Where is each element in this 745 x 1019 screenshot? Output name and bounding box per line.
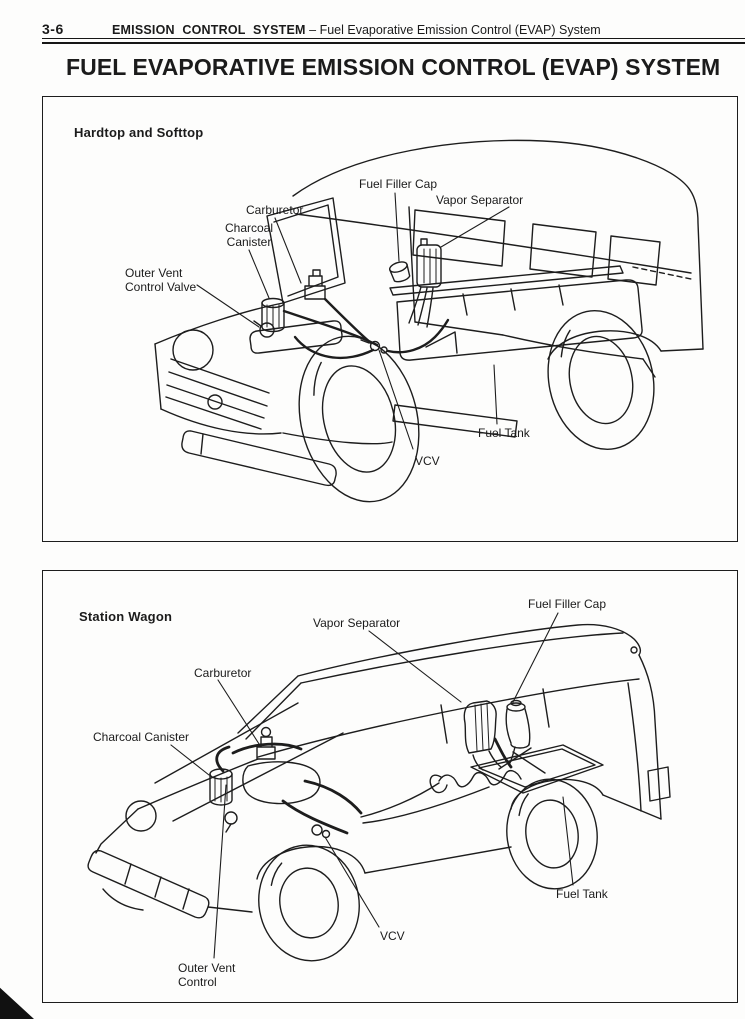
leader-charcoal-canister [249, 250, 269, 298]
page-number: 3-6 [42, 21, 64, 37]
engine-components [250, 239, 448, 358]
front-wheel [282, 323, 435, 514]
wheels [250, 773, 605, 969]
label-fuel-filler-cap: Fuel Filler Cap [528, 597, 607, 611]
scan-artifact [0, 985, 34, 1019]
leader-vcv [325, 837, 379, 927]
leader-carburetor [218, 680, 261, 747]
label-vcv: VCV [380, 929, 405, 943]
label-fuel-filler-cap: Fuel Filler Cap [359, 177, 438, 191]
label-charcoal-canister: Charcoal Canister [93, 730, 190, 744]
leader-fuel-filler-cap [513, 613, 558, 702]
fuel-filler-cap-shape [388, 260, 411, 284]
fuel-tank-shape [430, 745, 603, 793]
wheels [282, 301, 666, 515]
leader-outer-vent-control [214, 785, 226, 958]
engine-components [210, 701, 530, 838]
rear-wheel [536, 301, 667, 460]
leader-fuel-tank [563, 797, 573, 885]
label-outer-vent-control: Outer Vent Control [178, 961, 236, 990]
running-head-dash: – [309, 23, 317, 37]
leader-vapor-separator [441, 207, 509, 247]
page-title: FUEL EVAPORATIVE EMISSION CONTROL (EVAP) SYSTEM [66, 54, 721, 80]
hardtop-softtop-illustration [43, 97, 737, 540]
figure-caption: Station Wagon [79, 609, 173, 624]
front-wheel [250, 837, 369, 969]
label-carburetor: Carburetor [246, 203, 304, 217]
label-outer-vent-control-valve: Outer Vent Control Valve [125, 266, 197, 295]
fuel-tank-shape [390, 266, 642, 360]
hoses [217, 739, 511, 833]
label-fuel-tank: Fuel Tank [556, 887, 608, 901]
label-carburetor: Carburetor [194, 666, 252, 680]
figure-hardtop-softtop [42, 96, 738, 542]
label-charcoal-canister: Charcoal Canister [224, 221, 274, 250]
running-head [112, 23, 601, 37]
label-vcv: VCV [415, 454, 440, 468]
outer-vent-control-shape [225, 812, 237, 832]
hoses [284, 299, 448, 358]
vcv-shape [312, 825, 330, 838]
vapor-separator-shape [464, 701, 501, 770]
label-vapor-separator: Vapor Separator [313, 616, 401, 630]
running-head-subsection: Fuel Evaporative Emission Control (EVAP) System [319, 23, 601, 37]
header-rule [42, 38, 745, 44]
label-vapor-separator: Vapor Separator [436, 193, 524, 207]
leader-fuel-tank [494, 365, 497, 424]
label-fuel-tank: Fuel Tank [478, 426, 530, 440]
figure-caption: Hardtop and Softtop [74, 125, 204, 140]
vehicle-body [88, 625, 670, 918]
figure-station-wagon [42, 570, 738, 1003]
running-head-section: EMISSION CONTROL SYSTEM [112, 23, 306, 37]
rear-wheel [500, 773, 604, 894]
leader-fuel-filler-cap [395, 193, 399, 261]
